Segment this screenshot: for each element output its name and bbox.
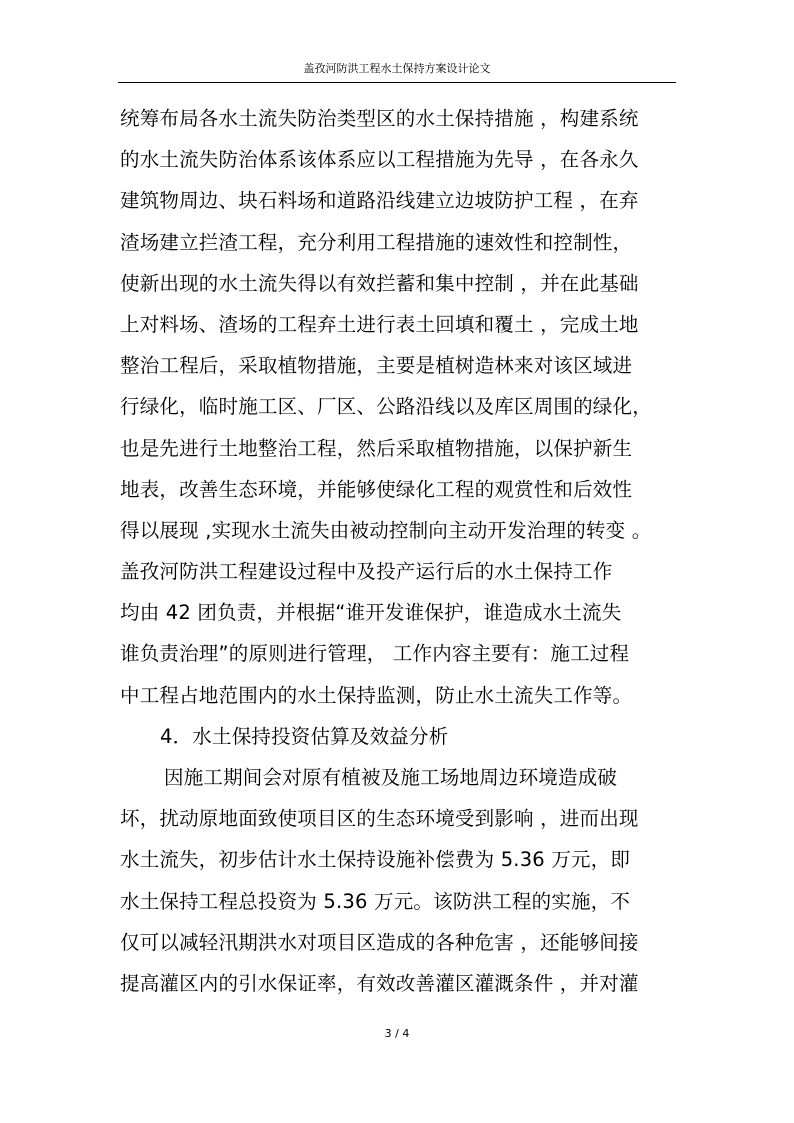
body-line: 盖孜河防洪工程建设过程中及投产运行后的水土保持工作 xyxy=(120,560,613,584)
page-number: 3 / 4 xyxy=(384,1027,410,1040)
header-divider xyxy=(118,82,676,83)
body-line: 也是先进行土地整治工程，然后采取植物措施，以保护新生 xyxy=(120,436,633,460)
body-line: 水土保持工程总投资为 5.36 万元。该防洪工程的实施，不 xyxy=(120,889,631,913)
body-line: 使新出现的水土流失得以有效拦蓄和集中控制 ，并在此基础 xyxy=(120,271,639,295)
body-line: 上对料场、渣场的工程弃土进行表土回填和覆土 ，完成土地 xyxy=(120,312,639,336)
body-line: 提高灌区内的引水保证率，有效改善灌区灌溉条件 ，并对灌 xyxy=(120,971,639,995)
body-line: 建筑物周边、块石料场和道路沿线建立边坡防护工程 ，在弃 xyxy=(120,189,639,213)
paragraph-first-line: 因施工期间会对原有植被及施工场地周边环境造成破 xyxy=(164,766,618,789)
body-line: 统筹布局各水土流失防治类型区的水土保持措施 ，构建系统 xyxy=(120,107,639,130)
body-line: 整治工程后，采取植物措施，主要是植树造林来对该区域进 xyxy=(120,354,633,378)
section-heading: 4．水土保持投资估算及效益分析 xyxy=(160,724,449,748)
body-line: 坏，扰动原地面致使项目区的生态环境受到影响 ，进而出现 xyxy=(120,807,639,831)
body-line: 仅可以减轻汛期洪水对项目区造成的各种危害 ，还能够间接 xyxy=(120,930,639,954)
body-line: 地表，改善生态环境，并能够使绿化工程的观赏性和后效性 xyxy=(120,477,633,501)
body-line: 渣场建立拦渣工程，充分利用工程措施的速效性和控制性， xyxy=(120,230,633,254)
body-line: 水土流失，初步估计水土保持设施补偿费为 5.36 万元，即 xyxy=(120,848,631,872)
page-header: 盖孜河防洪工程水土保持方案设计论文 xyxy=(303,62,491,75)
body-line: 谁负责治理”的原则进行管理， 工作内容主要有：施工过程 xyxy=(120,642,630,666)
body-line: 得以展现 ,实现水土流失由被动控制向主动开发治理的转变 。 xyxy=(120,518,652,542)
body-line: 中工程占地范围内的水土保持监测，防止水土流失工作等。 xyxy=(120,683,633,707)
body-line: 行绿化，临时施工区、厂区、公路沿线以及库区周围的绿化， xyxy=(120,395,652,419)
body-line: 均由 42 团负责，并根据“谁开发谁保护，谁造成水土流失 xyxy=(120,601,622,625)
body-line: 的水土流失防治体系该体系应以工程措施为先导 ，在各永久 xyxy=(120,148,639,172)
document-body xyxy=(120,98,692,1004)
